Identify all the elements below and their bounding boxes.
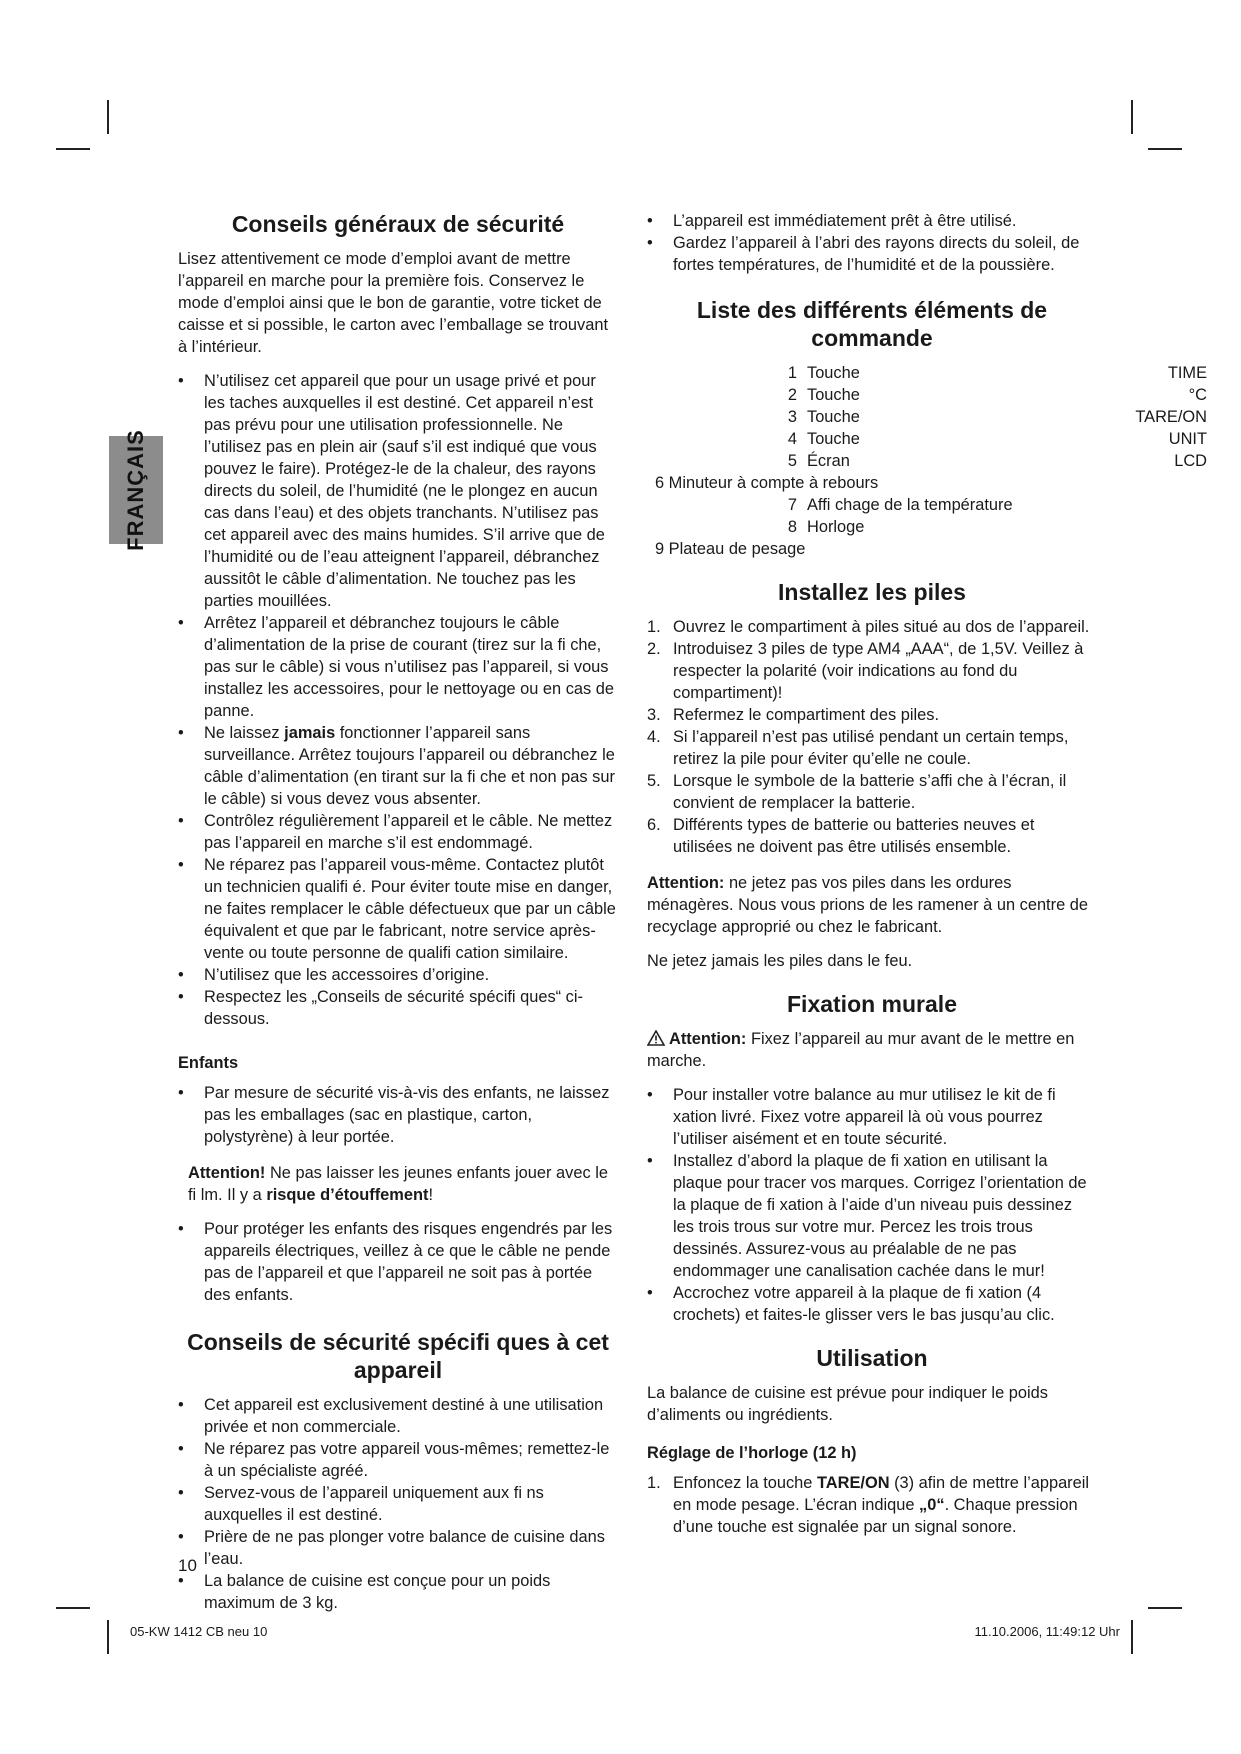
attention-label: Attention: (647, 874, 725, 892)
control-value: °C (1188, 386, 1207, 404)
list-item: • Installez d’abord la plaque de fi xation en utilisant la plaque pour tracer vos marques. Corrigez l’orientation de la plaque de fi xation à l’aide d’un niveau puis dessinez les trois trous sur votre mur. Percez les trois trous dessinés. Assurez-vous au préalable de ne pas endommager une canalisation cachée dans le mur! (647, 1150, 1097, 1282)
step-number: 5. (647, 772, 661, 790)
text-run: Ne laissez (204, 724, 285, 742)
control-value: LCD (1174, 452, 1207, 470)
crop-mark (107, 100, 109, 134)
batteries-steps (647, 616, 1097, 858)
list-item: • Respectez les „Conseils de sécurité spécifi ques“ ci-dessous. (178, 986, 618, 1030)
step-number: 4. (647, 728, 661, 746)
text-run: . Chaque pression d’une touche est signalée par un signal sonore. (673, 1496, 1078, 1536)
text-run: fonctionner l’appareil sans surveillance. Arrêtez toujours l’appareil ou débranchez le câble d’alimentation (en tirant sur la fi che et non pas sur le câble) si vous devez vous absenter. (204, 724, 615, 808)
general-safety-title: Conseils généraux de sécurité (231, 211, 565, 237)
crop-mark (56, 148, 90, 150)
emphasis: jamais (284, 724, 336, 742)
specific-safety-list (178, 1394, 618, 1614)
list-item (647, 616, 1097, 638)
step-text: Ouvrez le compartiment à piles situé au dos de l’appareil. (673, 618, 1090, 636)
batteries-title: Installez les piles (778, 579, 966, 605)
crop-mark (1131, 1620, 1133, 1654)
control-name: Touche (807, 386, 860, 404)
list-item: • Prière de ne pas plonger votre balance de cuisine dans l’eau. (178, 1526, 618, 1570)
usage-intro: La balance de cuisine est prévue pour indiquer le poids d’aliments ou ingrédients. (647, 1384, 1048, 1424)
step-number: 6. (647, 816, 661, 834)
list-item (647, 638, 1097, 704)
step-number: 3. (647, 706, 661, 724)
control-name: Horloge (807, 518, 865, 536)
crop-mark (56, 1607, 90, 1609)
list-item: • N’utilisez cet appareil que pour un usage privé et pour les taches auxquelles il est destiné. Cet appareil n’est pas prévu pour une utilisation professionnelle. Ne l’utilisez pas en plein air (sauf s’il est indiqué que vous pouvez le faire). Protégez-le de la chaleur, des rayons directs du soleil, de l’humidité (ne le plongez en aucun cas dans l’eau) et des objets tranchants. N’utilisez pas cet appareil avec des mains humides. S’il arrive que de l’humidité ou de l’eau atteignent l’appareil, débranchez aussitôt le câble d’alimentation. Ne touchez pas les parties mouillées. (178, 370, 618, 612)
footer-left: 05-KW 1412 CB neu 10 (130, 1624, 268, 1639)
text-run: Ne pas laisser les jeunes enfants jouer avec le fi lm. Il y a (188, 1164, 608, 1204)
control-number: 4 (787, 430, 797, 448)
attention-label: Attention: (669, 1030, 747, 1048)
control-name: Touche (807, 430, 860, 448)
control-name: Écran (807, 452, 850, 470)
controls-title: Liste des différents éléments de commande (696, 297, 1048, 351)
crop-mark (1148, 1607, 1182, 1609)
emphasis: risque d’étouffement (266, 1186, 429, 1204)
left-column (178, 210, 618, 1628)
step-text: Différents types de batterie ou batteries neuves et utilisées ne doivent pas être utilisés ensemble. (673, 816, 1035, 856)
list-item: • Ne réparez pas l’appareil vous-même. Contactez plutôt un technicien qualifi é. Pour éviter toute mise en danger, ne faites remplacer le câble défectueux que par un câble équivalent et que par le fabricant, notre service après-vente ou toute personne de qualifi cation similaire. (178, 854, 618, 964)
general-safety-intro: Lisez attentivement ce mode d’emploi avant de mettre l’appareil en marche pour la première fois. Conservez le mode d’emploi ainsi que le bon de garantie, votre ticket de caisse et si possible, le carton avec l’emballage se trouvant à l’intérieur. (178, 250, 609, 356)
list-item (647, 726, 1097, 770)
crop-mark (1148, 148, 1182, 150)
attention-label: Attention! (188, 1164, 266, 1182)
list-item: • Gardez l’appareil à l’abri des rayons directs du soleil, de fortes températures, de l’humidité et de la poussière. (647, 232, 1097, 276)
control-name: Touche (807, 408, 860, 426)
list-item: • Servez-vous de l’appareil uniquement aux fi ns auxquelles il est destiné. (178, 1482, 618, 1526)
children-title: Enfants (178, 1054, 239, 1072)
list-item (178, 722, 618, 810)
step-text: Si l’appareil n’est pas utilisé pendant un certain temps, retirez la pile pour éviter qu’elle ne coule. (673, 728, 1069, 768)
list-item: • Ne réparez pas votre appareil vous-mêmes; remettez-le à un spécialiste agréé. (178, 1438, 618, 1482)
wall-mount-title: Fixation murale (787, 991, 957, 1017)
control-number: 7 (787, 496, 797, 514)
text-run: ne jetez pas vos piles dans les ordures ménagères. Nous vous prions de les ramener à un centre de recyclage approprié ou chez le fabricant. (647, 874, 1088, 936)
list-item: • Cet appareil est exclusivement destiné à une utilisation privée et non commerciale. (178, 1394, 618, 1438)
emphasis: TARE/ON (816, 1474, 890, 1492)
general-safety-list (178, 370, 618, 1030)
control-name: Touche (807, 364, 860, 382)
text-run: Enfoncez la touche (673, 1474, 817, 1492)
step-text: Lorsque le symbole de la batterie s’affi che à l’écran, il convient de remplacer la batterie. (673, 772, 1067, 812)
batteries-fire-note: Ne jetez jamais les piles dans le feu. (647, 952, 913, 970)
children-attention (178, 1162, 618, 1206)
list-item (647, 1472, 1097, 1538)
page-number: 10 (178, 1556, 197, 1575)
text-run: (3) afin de mettre l’appareil en mode pesage. L’écran indique (673, 1474, 1090, 1514)
list-item: • Pour protéger les enfants des risques engendrés par les appareils électriques, veillez à ce que le câble ne pende pas de l’appareil et que l’appareil ne soit pas à portée des enfants. (178, 1218, 618, 1306)
children-list (178, 1082, 618, 1148)
control-number: 3 (787, 408, 797, 426)
batteries-attention (647, 872, 1097, 938)
list-item: • Accrochez votre appareil à la plaque de fi xation (4 crochets) et faites-le glisser vers le bas jusqu’au clic. (647, 1282, 1097, 1326)
language-label: FRANÇAIS (123, 429, 149, 551)
control-value: UNIT (1168, 430, 1207, 448)
control-number: 5 (787, 452, 797, 470)
control-number: 1 (787, 364, 797, 382)
step-number: 1. (647, 618, 661, 636)
list-item: • Par mesure de sécurité vis-à-vis des enfants, ne laissez pas les emballages (sac en plastique, carton, polystyrène) à leur portée. (178, 1082, 618, 1148)
footer-right: 11.10.2006, 11:49:12 Uhr (974, 1624, 1120, 1639)
control-row-6: 6 Minuteur à compte à rebours (655, 474, 879, 492)
clock-steps (647, 1472, 1097, 1538)
step-number: 1. (647, 1474, 661, 1492)
list-item (647, 814, 1097, 858)
wall-mount-list (647, 1084, 1097, 1326)
control-row-9: 9 Plateau de pesage (655, 540, 806, 558)
intro-list (647, 210, 1097, 276)
step-text: Introduisez 3 piles de type AM4 „AAA“, de 1,5V. Veillez à respecter la polarité (voir indications au fond du compartiment)! (673, 640, 1084, 702)
list-item: • Contrôlez régulièrement l’appareil et le câble. Ne mettez pas l’appareil en marche s’il est endommagé. (178, 810, 618, 854)
control-number: 2 (787, 386, 797, 404)
step-text: Refermez le compartiment des piles. (673, 706, 939, 724)
usage-title: Utilisation (816, 1345, 928, 1371)
crop-mark (1131, 100, 1133, 134)
control-number: 8 (787, 518, 797, 536)
language-tab (109, 429, 163, 551)
wall-mount-attention (647, 1028, 1097, 1072)
step-number: 2. (647, 640, 661, 658)
specific-safety-title: Conseils de sécurité spécifi ques à cet appareil (187, 1329, 609, 1383)
crop-mark (107, 1620, 109, 1654)
list-item: • Pour installer votre balance au mur utilisez le kit de fi xation livré. Fixez votre appareil là où vous pourrez l’utiliser aisément et en toute sécurité. (647, 1084, 1097, 1150)
text-run: Fixez l’appareil au mur avant de le mettre en marche. (647, 1030, 1075, 1070)
text-run: ! (428, 1186, 433, 1204)
list-item: • N’utilisez que les accessoires d’origine. (178, 964, 618, 986)
control-value: TIME (1167, 364, 1207, 382)
controls-list (647, 362, 1207, 560)
warning-icon (647, 1030, 665, 1046)
list-item: • La balance de cuisine est conçue pour un poids maximum de 3 kg. (178, 1570, 618, 1614)
emphasis: „0“ (919, 1496, 945, 1514)
control-value: TARE/ON (1135, 408, 1207, 426)
list-item (647, 704, 1097, 726)
right-column (647, 210, 1207, 1552)
control-name: Affi chage de la température (807, 496, 1013, 514)
clock-setting-title: Réglage de l’horloge (12 h) (647, 1444, 857, 1462)
list-item (647, 770, 1097, 814)
list-item: • L’appareil est immédiatement prêt à être utilisé. (647, 210, 1097, 232)
children-list-2 (178, 1218, 618, 1306)
list-item: • Arrêtez l’appareil et débranchez toujours le câble d’alimentation de la prise de courant (tirez sur la fi che, pas sur le câble) si vous n’utilisez pas l’appareil, si vous installez les accessoires, pour le nettoyage ou en cas de panne. (178, 612, 618, 722)
